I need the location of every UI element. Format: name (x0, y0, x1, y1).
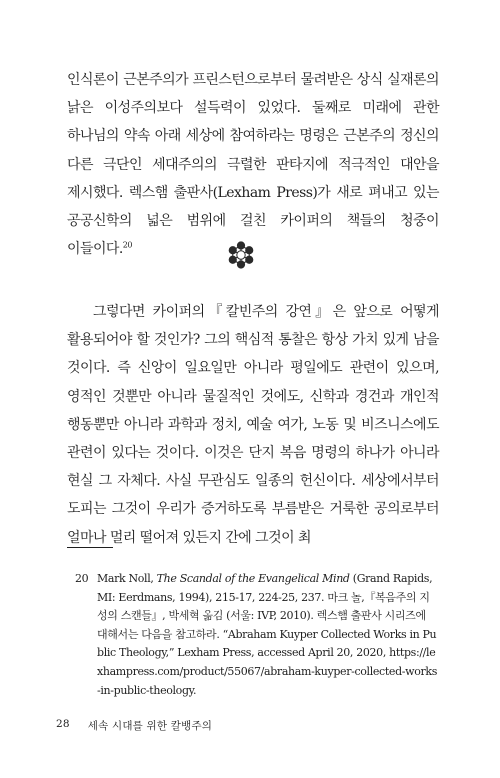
ornament-petal (237, 261, 244, 268)
ornament-petal (246, 247, 253, 254)
footnote-number: 20 (75, 572, 89, 585)
footnote (67, 570, 439, 700)
hexagon-flower-ornament-icon (226, 238, 256, 272)
footnote-divider (67, 547, 113, 548)
footnote-book-title: The Scandal of the Evangelical Mind (156, 572, 350, 585)
footnote-text-before: Mark Noll, (97, 572, 157, 585)
running-title: 세속 시대를 위한 칼뱅주의 (87, 720, 213, 732)
footnote-reference[interactable]: 20 (122, 240, 132, 250)
page-number: 28 (56, 718, 70, 730)
footnote-text (97, 570, 439, 700)
page-footer (56, 718, 212, 733)
body-paragraph-1 (67, 66, 439, 263)
footnote-text-after: (Grand Rapids, MI: Eerdmans, 1994), 215-17, 224-25, 237. 마크 놀,『복음주의 지성의 스캔들』, 박세혁 옮김 (서울: IVP, 2010). 렉스햄 출판사 시리즈에 대해서는 다음을 참고하라. “Abraham Kuyper Collected Works in Public Theology,” Lexham Press, accessed April 20, 2020, https://lexhampress.com/product/55067/abraham-kuyper-collected-works-in-public-theology. (97, 572, 438, 697)
ornament-petal (246, 256, 253, 263)
ornament-petal (237, 242, 244, 249)
ornament-petal (229, 247, 236, 254)
ornament-petal (229, 256, 236, 263)
body-paragraph-2: 그렇다면 카이퍼의『칼빈주의 강연』은 앞으로 어떻게 활용되어야 할 것인가? 그의 핵심적 통찰은 항상 가치 있게 남을 것이다. 즉 신앙이 일요일만 아니라 평일에도 관련이 있으며, 영적인 것뿐만 아니라 물질적인 것에도, 신학과 경건과 개인적 행동뿐만 아니라 과학과 정치, 예술 여가, 노동 및 비즈니스에도 관련이 있다는 것이다. 이것은 단지 복음 명령의 하나가 아니라 현실 그 자체다. 사실 무관심도 일종의 헌신이다. 세상에서부터 도피는 그것이 우리가 증거하도록 부름받은 거룩한 공의로부터 얼마나 멀리 떨어져 있든지 간에 그것이 최 (67, 304, 439, 546)
paragraph-1-text: 인식론이 근본주의가 프린스턴으로부터 물려받은 상식 실재론의 낡은 이성주의보다 설득력이 있었다. 둘째로 미래에 관한 하나님의 약속 아래 세상에 참여하라는 명령은 근본주의 정신의 다른 극단인 세대주의의 극렬한 판타지에 적극적인 대안을 제시했다. 렉스햄 출판사(Lexham Press)가 새로 펴내고 있는 공공신학의 넓은 범위에 걸친 카이퍼의 책들의 청중이 이들이다. (67, 72, 439, 258)
ornament-center (237, 251, 245, 259)
